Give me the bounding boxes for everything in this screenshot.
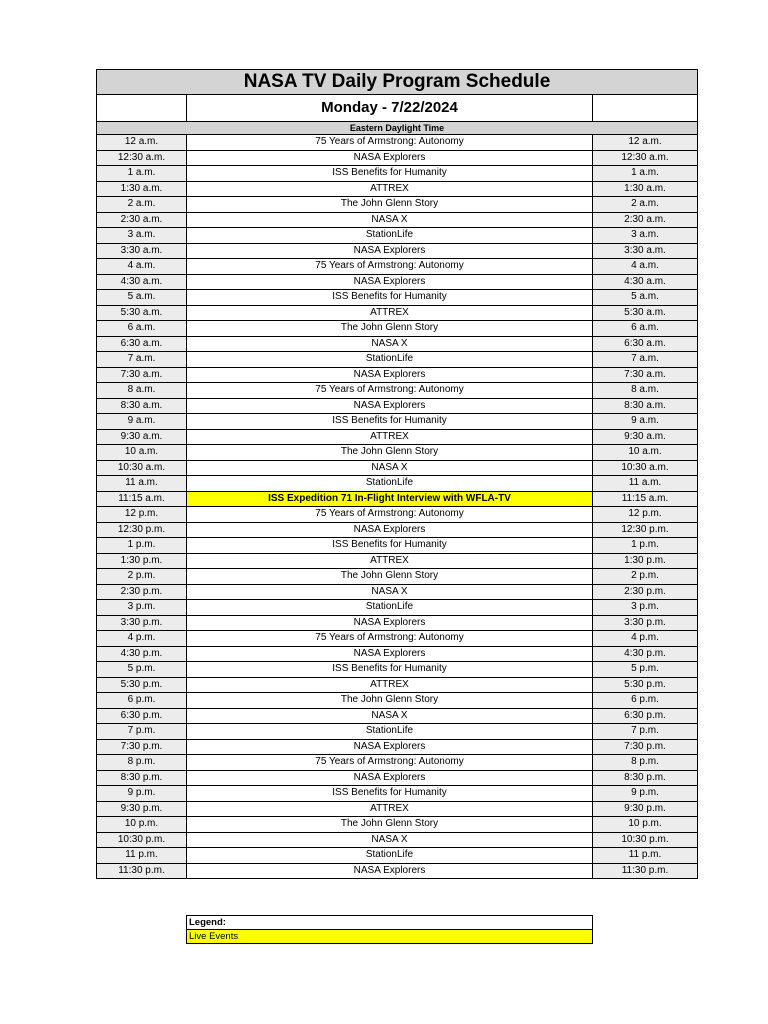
time-cell-left: 8:30 p.m.	[97, 770, 187, 786]
table-row	[97, 600, 698, 616]
time-cell-left: 3 a.m.	[97, 228, 187, 244]
date-left-blank	[97, 95, 187, 122]
time-cell-right: 3:30 p.m.	[593, 615, 698, 631]
schedule-date: Monday - 7/22/2024	[187, 95, 593, 122]
program-cell: NASA X	[187, 832, 593, 848]
table-row	[97, 352, 698, 368]
time-cell-left: 5 a.m.	[97, 290, 187, 306]
page-title: NASA TV Daily Program Schedule	[97, 70, 698, 95]
time-cell-right: 9 a.m.	[593, 414, 698, 430]
time-cell-right: 10:30 p.m.	[593, 832, 698, 848]
table-row	[97, 197, 698, 213]
table-row	[97, 460, 698, 476]
table-row	[97, 832, 698, 848]
program-cell: 75 Years of Armstrong: Autonomy	[187, 259, 593, 275]
program-cell: NASA X	[187, 212, 593, 228]
time-cell-right: 12:30 p.m.	[593, 522, 698, 538]
program-cell: ATTREX	[187, 677, 593, 693]
table-row	[97, 770, 698, 786]
time-cell-left: 6 p.m.	[97, 693, 187, 709]
time-cell-right: 9:30 a.m.	[593, 429, 698, 445]
program-cell: ISS Benefits for Humanity	[187, 414, 593, 430]
time-cell-left: 8:30 a.m.	[97, 398, 187, 414]
time-cell-right: 8 p.m.	[593, 755, 698, 771]
program-cell: The John Glenn Story	[187, 817, 593, 833]
time-cell-right: 10 p.m.	[593, 817, 698, 833]
time-cell-left: 2:30 a.m.	[97, 212, 187, 228]
table-row	[97, 662, 698, 678]
table-row	[97, 646, 698, 662]
time-cell-left: 3:30 p.m.	[97, 615, 187, 631]
program-cell: The John Glenn Story	[187, 321, 593, 337]
time-cell-right: 11:15 a.m.	[593, 491, 698, 507]
time-cell-left: 7:30 p.m.	[97, 739, 187, 755]
time-cell-left: 12 a.m.	[97, 135, 187, 151]
program-cell: StationLife	[187, 848, 593, 864]
program-cell: NASA Explorers	[187, 646, 593, 662]
program-cell: The John Glenn Story	[187, 445, 593, 461]
time-cell-right: 9:30 p.m.	[593, 801, 698, 817]
time-cell-left: 2:30 p.m.	[97, 584, 187, 600]
time-cell-left: 1 p.m.	[97, 538, 187, 554]
program-cell: StationLife	[187, 724, 593, 740]
time-cell-right: 5 p.m.	[593, 662, 698, 678]
time-cell-left: 5:30 p.m.	[97, 677, 187, 693]
time-cell-left: 11:15 a.m.	[97, 491, 187, 507]
time-cell-right: 2 p.m.	[593, 569, 698, 585]
time-cell-right: 11:30 p.m.	[593, 863, 698, 879]
time-cell-right: 7 a.m.	[593, 352, 698, 368]
table-row	[97, 135, 698, 151]
time-cell-left: 1:30 a.m.	[97, 181, 187, 197]
table-row	[97, 817, 698, 833]
legend-table	[186, 915, 593, 944]
program-cell: The John Glenn Story	[187, 569, 593, 585]
time-cell-right: 6 p.m.	[593, 693, 698, 709]
time-cell-left: 11 p.m.	[97, 848, 187, 864]
schedule-table	[96, 69, 698, 879]
table-row	[97, 445, 698, 461]
table-row	[97, 848, 698, 864]
time-cell-right: 11 a.m.	[593, 476, 698, 492]
time-cell-right: 10 a.m.	[593, 445, 698, 461]
table-row	[97, 305, 698, 321]
time-cell-left: 1 a.m.	[97, 166, 187, 182]
time-cell-left: 11 a.m.	[97, 476, 187, 492]
time-cell-right: 4:30 a.m.	[593, 274, 698, 290]
date-right-blank	[593, 95, 698, 122]
time-cell-left: 8 p.m.	[97, 755, 187, 771]
program-cell: ISS Benefits for Humanity	[187, 166, 593, 182]
table-row	[97, 290, 698, 306]
time-cell-left: 3:30 a.m.	[97, 243, 187, 259]
table-row	[97, 166, 698, 182]
table-row	[97, 786, 698, 802]
time-cell-right: 1:30 p.m.	[593, 553, 698, 569]
timezone-row	[97, 122, 698, 135]
time-cell-left: 4 a.m.	[97, 259, 187, 275]
program-cell: NASA Explorers	[187, 367, 593, 383]
title-row	[97, 70, 698, 95]
time-cell-left: 2 p.m.	[97, 569, 187, 585]
table-row	[97, 383, 698, 399]
time-cell-right: 1 p.m.	[593, 538, 698, 554]
time-cell-left: 4:30 p.m.	[97, 646, 187, 662]
time-cell-right: 2:30 p.m.	[593, 584, 698, 600]
time-cell-left: 6:30 a.m.	[97, 336, 187, 352]
program-cell: ATTREX	[187, 305, 593, 321]
time-cell-left: 1:30 p.m.	[97, 553, 187, 569]
table-row	[97, 414, 698, 430]
program-cell: ATTREX	[187, 429, 593, 445]
time-cell-right: 4 p.m.	[593, 631, 698, 647]
time-cell-left: 11:30 p.m.	[97, 863, 187, 879]
time-cell-left: 7 a.m.	[97, 352, 187, 368]
date-row	[97, 95, 698, 122]
time-cell-right: 3:30 a.m.	[593, 243, 698, 259]
table-row	[97, 259, 698, 275]
time-cell-right: 8 a.m.	[593, 383, 698, 399]
time-cell-right: 9 p.m.	[593, 786, 698, 802]
time-cell-right: 7:30 a.m.	[593, 367, 698, 383]
time-cell-left: 9 a.m.	[97, 414, 187, 430]
table-row	[97, 801, 698, 817]
program-cell: NASA Explorers	[187, 770, 593, 786]
time-cell-right: 8:30 p.m.	[593, 770, 698, 786]
time-cell-right: 4 a.m.	[593, 259, 698, 275]
time-cell-right: 4:30 p.m.	[593, 646, 698, 662]
table-row	[97, 336, 698, 352]
time-cell-right: 7:30 p.m.	[593, 739, 698, 755]
program-cell: StationLife	[187, 600, 593, 616]
program-cell: StationLife	[187, 228, 593, 244]
table-row	[97, 321, 698, 337]
time-cell-right: 5:30 p.m.	[593, 677, 698, 693]
legend-live-events: Live Events	[187, 930, 593, 944]
table-row	[97, 150, 698, 166]
time-cell-right: 2:30 a.m.	[593, 212, 698, 228]
program-cell: 75 Years of Armstrong: Autonomy	[187, 135, 593, 151]
time-cell-left: 4 p.m.	[97, 631, 187, 647]
time-cell-right: 5 a.m.	[593, 290, 698, 306]
table-row	[97, 476, 698, 492]
time-cell-left: 12:30 a.m.	[97, 150, 187, 166]
time-cell-left: 8 a.m.	[97, 383, 187, 399]
time-cell-left: 7:30 a.m.	[97, 367, 187, 383]
table-row	[97, 429, 698, 445]
program-cell: ATTREX	[187, 181, 593, 197]
program-cell: NASA Explorers	[187, 863, 593, 879]
program-cell: NASA Explorers	[187, 522, 593, 538]
time-cell-left: 12 p.m.	[97, 507, 187, 523]
program-cell: NASA X	[187, 336, 593, 352]
table-row	[97, 739, 698, 755]
table-row	[97, 863, 698, 879]
table-row	[97, 755, 698, 771]
program-cell: ISS Benefits for Humanity	[187, 662, 593, 678]
program-cell: ATTREX	[187, 553, 593, 569]
table-row	[97, 584, 698, 600]
program-cell: ISS Benefits for Humanity	[187, 786, 593, 802]
time-cell-left: 7 p.m.	[97, 724, 187, 740]
program-cell: NASA Explorers	[187, 150, 593, 166]
table-row	[97, 693, 698, 709]
program-cell: ATTREX	[187, 801, 593, 817]
table-row	[97, 553, 698, 569]
time-cell-left: 4:30 a.m.	[97, 274, 187, 290]
time-cell-left: 10 p.m.	[97, 817, 187, 833]
table-row	[97, 507, 698, 523]
legend-heading: Legend:	[187, 916, 593, 930]
table-row	[97, 615, 698, 631]
table-row	[97, 228, 698, 244]
program-cell: NASA Explorers	[187, 398, 593, 414]
program-cell: 75 Years of Armstrong: Autonomy	[187, 383, 593, 399]
table-row	[97, 243, 698, 259]
program-cell: ISS Benefits for Humanity	[187, 290, 593, 306]
time-cell-right: 5:30 a.m.	[593, 305, 698, 321]
time-cell-left: 5 p.m.	[97, 662, 187, 678]
table-row	[97, 677, 698, 693]
timezone-label: Eastern Daylight Time	[97, 122, 698, 135]
time-cell-left: 10 a.m.	[97, 445, 187, 461]
time-cell-right: 10:30 a.m.	[593, 460, 698, 476]
table-row	[97, 274, 698, 290]
time-cell-right: 1 a.m.	[593, 166, 698, 182]
program-cell: 75 Years of Armstrong: Autonomy	[187, 755, 593, 771]
time-cell-right: 6:30 a.m.	[593, 336, 698, 352]
time-cell-left: 10:30 p.m.	[97, 832, 187, 848]
program-cell: StationLife	[187, 476, 593, 492]
time-cell-right: 3 a.m.	[593, 228, 698, 244]
time-cell-left: 5:30 a.m.	[97, 305, 187, 321]
table-row	[97, 724, 698, 740]
time-cell-left: 9 p.m.	[97, 786, 187, 802]
time-cell-left: 2 a.m.	[97, 197, 187, 213]
program-cell: The John Glenn Story	[187, 693, 593, 709]
time-cell-right: 7 p.m.	[593, 724, 698, 740]
program-cell: NASA Explorers	[187, 274, 593, 290]
time-cell-right: 3 p.m.	[593, 600, 698, 616]
time-cell-left: 10:30 a.m.	[97, 460, 187, 476]
program-cell: NASA X	[187, 584, 593, 600]
program-cell: NASA Explorers	[187, 243, 593, 259]
time-cell-right: 6:30 p.m.	[593, 708, 698, 724]
program-cell: 75 Years of Armstrong: Autonomy	[187, 507, 593, 523]
table-row	[97, 522, 698, 538]
time-cell-right: 6 a.m.	[593, 321, 698, 337]
time-cell-left: 3 p.m.	[97, 600, 187, 616]
time-cell-left: 6 a.m.	[97, 321, 187, 337]
table-row	[97, 181, 698, 197]
time-cell-right: 12 a.m.	[593, 135, 698, 151]
time-cell-right: 11 p.m.	[593, 848, 698, 864]
program-cell: ISS Benefits for Humanity	[187, 538, 593, 554]
table-row	[97, 398, 698, 414]
time-cell-right: 12:30 a.m.	[593, 150, 698, 166]
time-cell-left: 6:30 p.m.	[97, 708, 187, 724]
program-cell: StationLife	[187, 352, 593, 368]
program-cell: NASA X	[187, 708, 593, 724]
table-row	[97, 367, 698, 383]
time-cell-right: 2 a.m.	[593, 197, 698, 213]
table-row	[97, 212, 698, 228]
table-row	[97, 631, 698, 647]
table-row	[97, 569, 698, 585]
table-row	[97, 708, 698, 724]
program-cell: 75 Years of Armstrong: Autonomy	[187, 631, 593, 647]
program-cell: ISS Expedition 71 In-Flight Interview with WFLA-TV	[187, 491, 593, 507]
time-cell-right: 12 p.m.	[593, 507, 698, 523]
time-cell-right: 8:30 a.m.	[593, 398, 698, 414]
time-cell-left: 12:30 p.m.	[97, 522, 187, 538]
program-cell: NASA X	[187, 460, 593, 476]
program-cell: NASA Explorers	[187, 615, 593, 631]
program-cell: The John Glenn Story	[187, 197, 593, 213]
time-cell-right: 1:30 a.m.	[593, 181, 698, 197]
table-row	[97, 538, 698, 554]
program-cell: NASA Explorers	[187, 739, 593, 755]
table-row	[97, 491, 698, 507]
time-cell-left: 9:30 p.m.	[97, 801, 187, 817]
time-cell-left: 9:30 a.m.	[97, 429, 187, 445]
